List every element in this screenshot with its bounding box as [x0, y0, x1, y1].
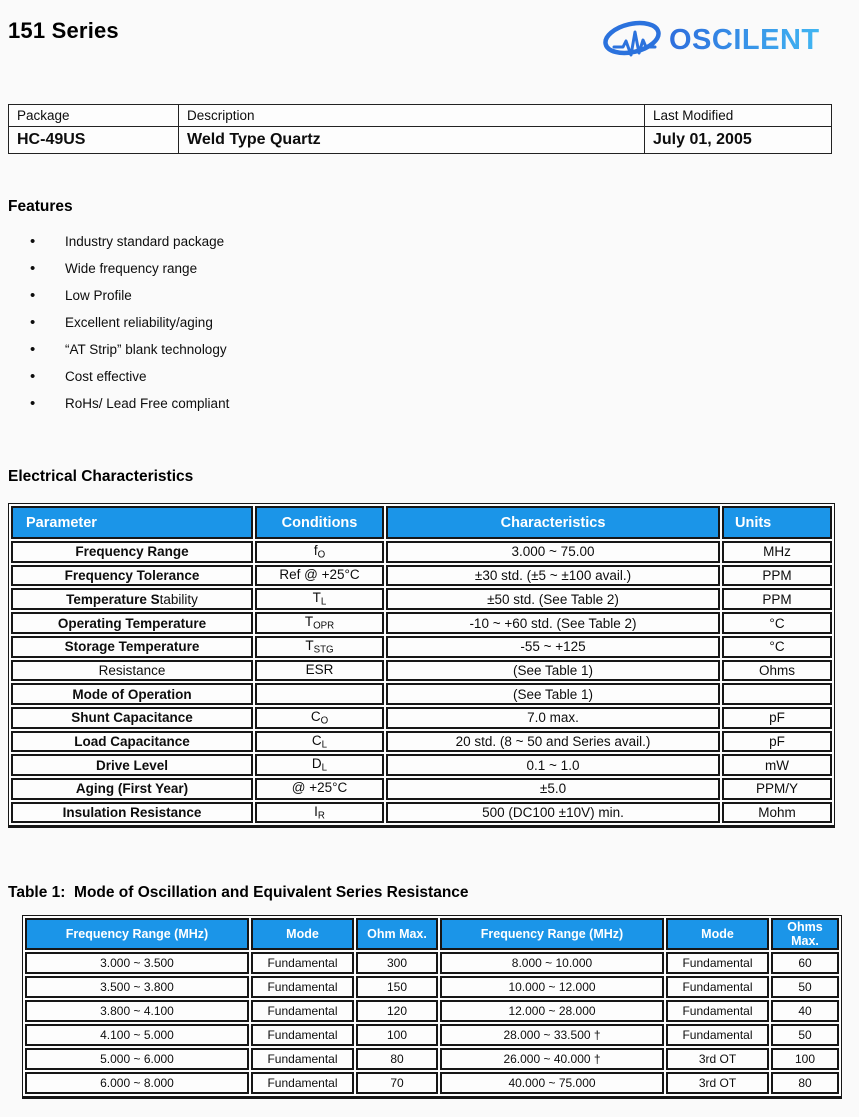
ohm-max-cell: 100 [356, 1024, 438, 1046]
ohm-max-cell: 80 [771, 1072, 839, 1094]
list-item [8, 287, 831, 314]
elec-col-units: Units [722, 506, 832, 539]
table-row [25, 1000, 839, 1022]
elec-col-conditions: Conditions [255, 506, 384, 539]
freq-range-cell: 10.000 ~ 12.000 [440, 976, 664, 998]
t1-col-ohm-max-left: Ohm Max. [356, 918, 438, 950]
info-package-value: HC-49US [9, 127, 179, 154]
list-item [8, 395, 831, 422]
t1-col-freq-range-left: Frequency Range (MHz) [25, 918, 249, 950]
mode-cell: Fundamental [666, 1000, 769, 1022]
freq-range-cell: 28.000 ~ 33.500 † [440, 1024, 664, 1046]
parameter-cell: Operating Temperature [11, 612, 253, 634]
table-row [11, 778, 832, 800]
table-row [11, 636, 832, 658]
table-row [25, 952, 839, 974]
freq-range-cell: 3.500 ~ 3.800 [25, 976, 249, 998]
table-row [11, 731, 832, 753]
t1-col-mode-right: Mode [666, 918, 769, 950]
conditions-cell: $f_O$ [255, 541, 384, 563]
elec-col-characteristics: Characteristics [386, 506, 720, 539]
units-cell: °C [722, 636, 832, 658]
parameter-cell: Load Capacitance [11, 731, 253, 753]
conditions-cell: ESR [255, 660, 384, 682]
characteristics-cell: ±50 std. (See Table 2) [386, 588, 720, 610]
feature-text: Low Profile [65, 288, 132, 303]
parameter-cell: Mode of Operation [11, 683, 253, 705]
mode-cell: 3rd OT [666, 1048, 769, 1070]
table-row [11, 565, 832, 587]
table-row [11, 754, 832, 776]
bullet-icon: • [30, 233, 36, 250]
t1-col-ohms-max-right: Ohms Max. [771, 918, 839, 950]
parameter-cell: Insulation Resistance [11, 802, 253, 824]
units-cell: Ohms [722, 660, 832, 682]
ohm-max-cell: 50 [771, 976, 839, 998]
list-item [8, 233, 831, 260]
mode-cell: Fundamental [251, 1024, 354, 1046]
parameter-cell: Frequency Range [11, 541, 253, 563]
table-row [11, 707, 832, 729]
bullet-icon: • [30, 260, 36, 277]
conditions-cell: $T_L$ [255, 588, 384, 610]
units-cell: pF [722, 707, 832, 729]
info-last-modified-value: July 01, 2005 [645, 127, 832, 154]
package-info-table [8, 104, 832, 154]
mode-cell: Fundamental [251, 976, 354, 998]
list-item [8, 314, 831, 341]
mode-cell: Fundamental [251, 1072, 354, 1094]
freq-range-cell: 12.000 ~ 28.000 [440, 1000, 664, 1022]
parameter-cell: Temperature Stability [11, 588, 253, 610]
characteristics-cell: 3.000 ~ 75.00 [386, 541, 720, 563]
mode-cell: Fundamental [666, 952, 769, 974]
ohm-max-cell: 60 [771, 952, 839, 974]
feature-text: RoHs/ Lead Free compliant [65, 396, 230, 411]
list-item [8, 341, 831, 368]
info-header-row [9, 105, 832, 127]
table-row [11, 660, 832, 682]
feature-text: Cost effective [65, 369, 147, 384]
list-item [8, 368, 831, 395]
characteristics-cell: -10 ~ +60 std. (See Table 2) [386, 612, 720, 634]
mode-cell: Fundamental [251, 1048, 354, 1070]
freq-range-cell: 40.000 ~ 75.000 [440, 1072, 664, 1094]
units-cell: pF [722, 731, 832, 753]
conditions-cell: Ref @ +25°C [255, 565, 384, 587]
freq-range-cell: 8.000 ~ 10.000 [440, 952, 664, 974]
parameter-cell: Storage Temperature [11, 636, 253, 658]
bullet-icon: • [30, 341, 36, 358]
conditions-cell [255, 683, 384, 705]
mode-cell: Fundamental [251, 1000, 354, 1022]
feature-text: Industry standard package [65, 234, 225, 249]
table-row [11, 541, 832, 563]
ohm-max-cell: 150 [356, 976, 438, 998]
conditions-cell: @ +25°C [255, 778, 384, 800]
units-cell: PPM [722, 565, 832, 587]
conditions-cell: $T_{STG}$ [255, 636, 384, 658]
info-header-package: Package [9, 105, 179, 127]
characteristics-cell: 0.1 ~ 1.0 [386, 754, 720, 776]
features-heading: Features [8, 198, 73, 215]
conditions-cell: $D_L$ [255, 754, 384, 776]
table-row [25, 1048, 839, 1070]
units-cell: PPM [722, 588, 832, 610]
table-row [11, 802, 832, 824]
table-row [11, 588, 832, 610]
conditions-cell: $C_O$ [255, 707, 384, 729]
freq-range-cell: 3.000 ~ 3.500 [25, 952, 249, 974]
t1-col-mode-left: Mode [251, 918, 354, 950]
oscilent-logo-svg [601, 16, 841, 64]
oscilent-logo-text: OSCILENT [669, 24, 820, 56]
mode-cell: Fundamental [666, 1024, 769, 1046]
characteristics-cell: 500 (DC100 ±10V) min. [386, 802, 720, 824]
feature-text: Excellent reliability/aging [65, 315, 213, 330]
info-header-description: Description [179, 105, 645, 127]
features-list [8, 233, 831, 422]
units-cell: PPM/Y [722, 778, 832, 800]
table-row [11, 683, 832, 705]
table-row [11, 612, 832, 634]
parameter-cell: Resistance [11, 660, 253, 682]
conditions-cell: $T_{OPR}$ [255, 612, 384, 634]
characteristics-cell: 7.0 max. [386, 707, 720, 729]
mode-cell: Fundamental [251, 952, 354, 974]
freq-range-cell: 26.000 ~ 40.000 † [440, 1048, 664, 1070]
mode-cell: 3rd OT [666, 1072, 769, 1094]
ohm-max-cell: 40 [771, 1000, 839, 1022]
characteristics-cell: -55 ~ +125 [386, 636, 720, 658]
bullet-icon: • [30, 287, 36, 304]
ohm-max-cell: 120 [356, 1000, 438, 1022]
units-cell: °C [722, 612, 832, 634]
mode-cell: Fundamental [666, 976, 769, 998]
characteristics-cell: ±30 std. (±5 ~ ±100 avail.) [386, 565, 720, 587]
mode-esr-table [22, 915, 842, 1099]
conditions-cell: $I_R$ [255, 802, 384, 824]
freq-range-cell: 6.000 ~ 8.000 [25, 1072, 249, 1094]
info-value-row [9, 127, 832, 154]
conditions-cell: $C_L$ [255, 731, 384, 753]
freq-range-cell: 5.000 ~ 6.000 [25, 1048, 249, 1070]
parameter-cell: Aging (First Year) [11, 778, 253, 800]
table-row [25, 1024, 839, 1046]
t1-header-row [25, 918, 839, 950]
units-cell [722, 683, 832, 705]
page-header [8, 14, 831, 70]
elec-col-parameter: Parameter [11, 506, 253, 539]
oscilloscope-waveform-icon [603, 18, 662, 57]
parameter-cell: Frequency Tolerance [11, 565, 253, 587]
freq-range-cell: 3.800 ~ 4.100 [25, 1000, 249, 1022]
bullet-icon: • [30, 368, 36, 385]
characteristics-cell: (See Table 1) [386, 660, 720, 682]
table1-heading: Table 1: Mode of Oscillation and Equivalent Series Resistance [8, 884, 469, 902]
parameter-cell: Drive Level [11, 754, 253, 776]
parameter-cell: Shunt Capacitance [11, 707, 253, 729]
characteristics-cell: (See Table 1) [386, 683, 720, 705]
electrical-characteristics-heading: Electrical Characteristics [8, 468, 194, 485]
characteristics-cell: ±5.0 [386, 778, 720, 800]
ohm-max-cell: 300 [356, 952, 438, 974]
elec-header-row [11, 506, 832, 539]
feature-text: Wide frequency range [65, 261, 198, 276]
table-row [25, 1072, 839, 1094]
list-item [8, 260, 831, 287]
page-title: 151 Series [8, 18, 119, 43]
oscilent-logo [601, 16, 841, 69]
freq-range-cell: 4.100 ~ 5.000 [25, 1024, 249, 1046]
bullet-icon: • [30, 395, 36, 412]
info-header-last-modified: Last Modified [645, 105, 832, 127]
t1-col-freq-range-right: Frequency Range (MHz) [440, 918, 664, 950]
units-cell: Mohm [722, 802, 832, 824]
ohm-max-cell: 50 [771, 1024, 839, 1046]
electrical-characteristics-table [8, 503, 835, 828]
ohm-max-cell: 100 [771, 1048, 839, 1070]
characteristics-cell: 20 std. (8 ~ 50 and Series avail.) [386, 731, 720, 753]
table-row [25, 976, 839, 998]
ohm-max-cell: 70 [356, 1072, 438, 1094]
units-cell: MHz [722, 541, 832, 563]
ohm-max-cell: 80 [356, 1048, 438, 1070]
units-cell: mW [722, 754, 832, 776]
bullet-icon: • [30, 314, 36, 331]
feature-text: “AT Strip” blank technology [65, 342, 227, 357]
info-description-value: Weld Type Quartz [179, 127, 645, 154]
